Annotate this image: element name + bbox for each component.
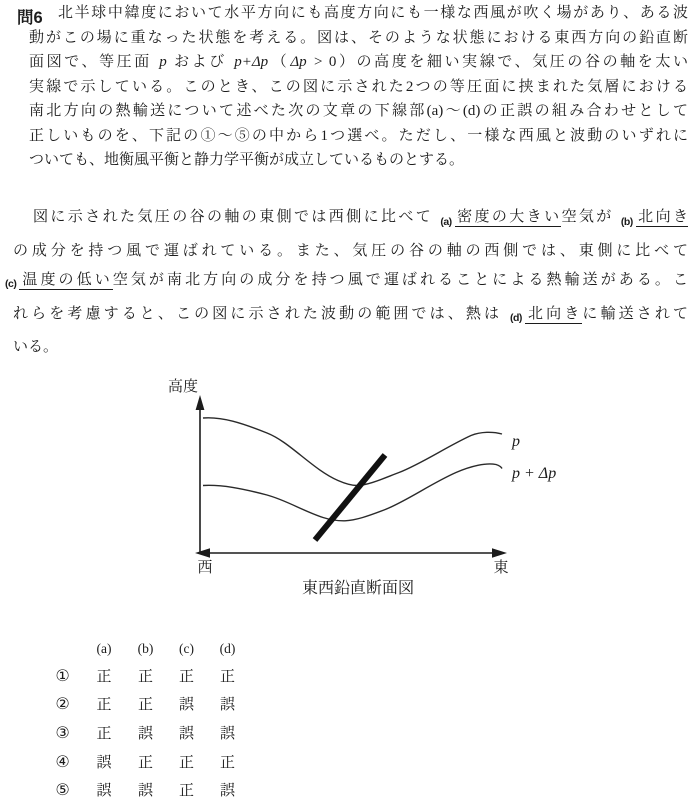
text-run: に輸送されて (582, 305, 688, 322)
option-number: ① (55, 665, 70, 685)
option-value: 正 (137, 697, 153, 714)
text-line (13, 203, 688, 237)
text-run: 面図で、等圧面 (29, 54, 159, 70)
option-number: ③ (55, 722, 70, 742)
text-run: （ (269, 54, 290, 70)
math-text: Δp (290, 54, 307, 70)
math-text: p (159, 54, 167, 70)
underlined-text: 北向き (524, 305, 583, 322)
text-line (29, 50, 688, 75)
west-label: 西 (197, 560, 213, 576)
math-text: p+Δp (234, 54, 269, 70)
option-value: 誤 (137, 725, 153, 742)
question-number: 問6 (17, 9, 43, 27)
underline-label: (a) (440, 215, 452, 228)
text-run: 実線で示している。このとき、この図に示された2つの等圧面に挟まれた気層における (29, 78, 688, 95)
text-run: および (167, 54, 234, 70)
text-run: 南北方向の熱輸送について述べた次の文章の下線部(a)～(d)の正誤の組み合わせとして (29, 103, 688, 119)
options-table (42, 637, 248, 804)
text-line (13, 333, 688, 362)
figure-svg (140, 372, 590, 604)
upper-curve-label: p (512, 433, 520, 450)
text-line (13, 237, 688, 266)
option-number: ② (55, 694, 70, 714)
text-run: > 0）の高度を細い実線で、気圧の谷の軸を太い (307, 54, 688, 70)
option-value: 正 (96, 668, 112, 685)
text-run: れらを考慮すると、この図に示された波動の範囲では、熱は (13, 305, 509, 322)
west-arrowhead-icon (195, 548, 210, 557)
text-run: いる。 (13, 339, 59, 356)
option-value: 正 (137, 754, 153, 771)
option-value: 誤 (137, 783, 153, 800)
underlined-text: 密度の大きい (454, 209, 562, 225)
option-value: 正 (178, 783, 194, 800)
text-line (29, 75, 688, 100)
text-run: 図に示された気圧の谷の軸の東側では西側に比べて (33, 209, 440, 225)
trough-axis-line (315, 455, 385, 540)
option-row (42, 718, 248, 747)
text-line (29, 124, 688, 149)
text-line (5, 266, 688, 300)
option-value: 正 (178, 668, 194, 685)
option-value: 正 (219, 754, 235, 771)
option-value: 誤 (96, 783, 112, 800)
question-stem (29, 1, 688, 173)
passage-text (5, 203, 688, 363)
text-run: 空気が南北方向の成分を持つ風で運ばれることによる熱輸送がある。こ (112, 271, 688, 288)
text-run: 北半球中緯度において水平方向にも高度方向にも一様な西風が吹く場があり、ある波 (58, 5, 688, 21)
up-arrowhead-icon (196, 395, 205, 410)
underline-label: (c) (5, 278, 17, 291)
east-arrowhead-icon (492, 548, 507, 557)
option-value: 正 (96, 725, 112, 742)
option-row (42, 690, 248, 719)
option-value: 誤 (219, 697, 235, 714)
figure-caption: 東西鉛直断面図 (301, 580, 415, 597)
text-run: の成分を持つ風で運ばれている。また、気圧の谷の軸の西側では、東側に比べて (13, 242, 688, 259)
underlined-text: 北向き (635, 209, 688, 225)
option-value: 正 (219, 668, 235, 685)
table-header-row (42, 637, 248, 661)
option-value: 正 (137, 668, 153, 685)
text-line (29, 1, 688, 26)
text-line (29, 99, 688, 124)
option-value: 誤 (178, 725, 194, 742)
isobar-curve-p (203, 418, 502, 486)
option-value: 誤 (219, 725, 235, 742)
column-header: (c) (179, 641, 194, 656)
text-line (29, 148, 688, 173)
column-header: (b) (137, 641, 154, 656)
text-run: 空気が (561, 209, 620, 225)
underline-label: (d) (510, 312, 522, 325)
text-line (13, 300, 688, 334)
y-axis-label: 高度 (168, 379, 199, 395)
option-value: 誤 (219, 783, 235, 800)
option-row (42, 775, 248, 804)
underline-label: (b) (620, 215, 633, 228)
option-value: 正 (96, 697, 112, 714)
option-value: 正 (178, 754, 194, 771)
option-row (42, 747, 248, 776)
text-run: 動がこの場に重なった状態を考える。図は、そのような状態における東西方向の鉛直断 (29, 29, 688, 46)
cross-section-figure (140, 372, 590, 604)
text-line (29, 26, 688, 51)
option-value: 誤 (96, 754, 112, 771)
option-value: 誤 (178, 697, 194, 714)
column-header: (d) (219, 641, 236, 656)
option-number: ④ (55, 751, 70, 771)
option-number: ⑤ (55, 780, 70, 800)
column-header: (a) (96, 641, 112, 656)
east-label: 東 (493, 560, 509, 576)
option-row (42, 661, 248, 690)
text-run: ついても、地衡風平衡と静力学平衡が成立しているものとする。 (29, 152, 465, 168)
lower-curve-label: p + Δp (512, 465, 557, 482)
text-run: 正しいものを、下記の①～⑤の中から1つ選べ。ただし、一様な西風と波動のいずれに (29, 127, 688, 144)
underlined-text: 温度の低い (19, 271, 113, 288)
